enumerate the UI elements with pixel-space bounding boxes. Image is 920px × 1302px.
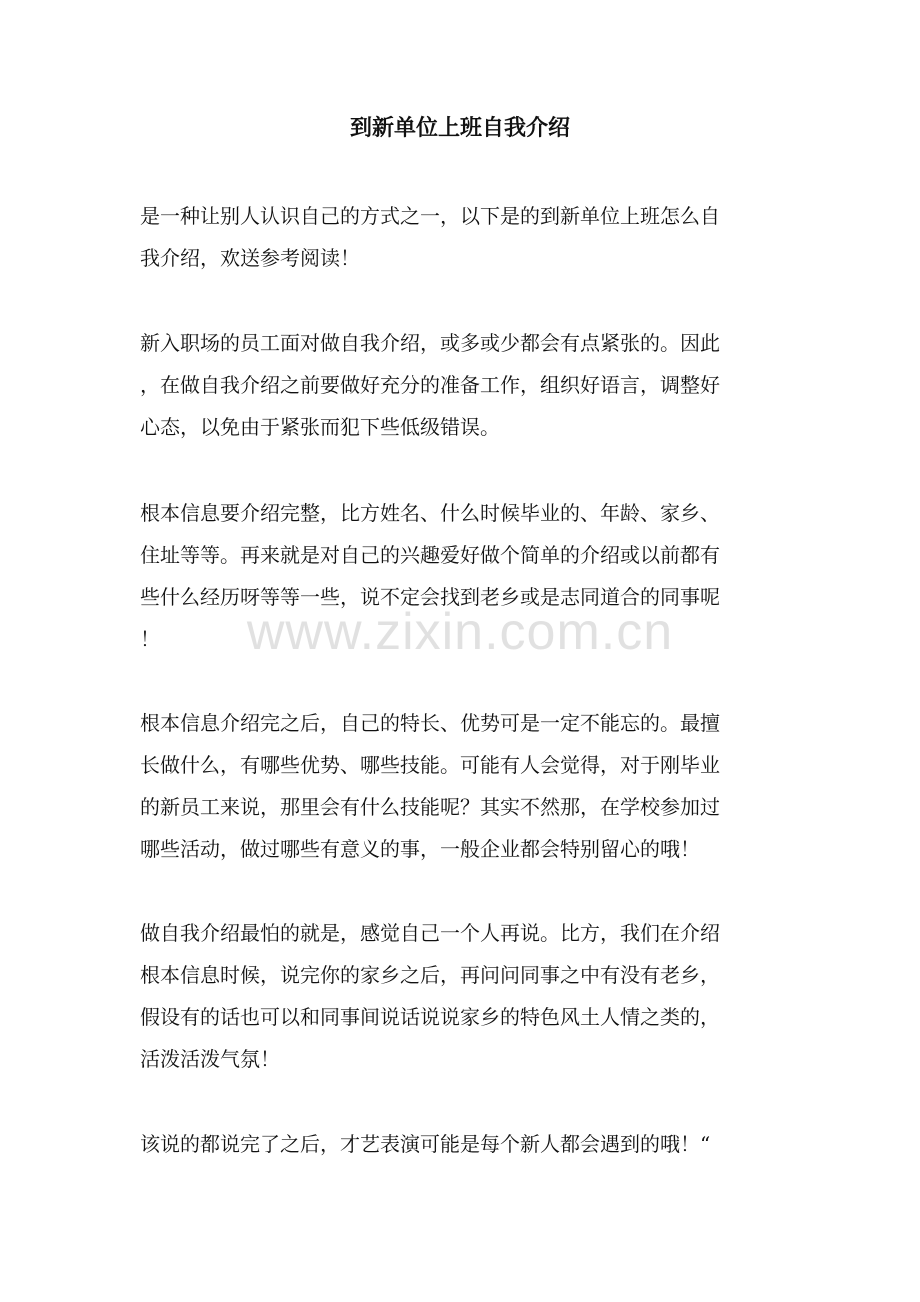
paragraph-3 <box>140 492 780 660</box>
paragraph-4 <box>140 702 780 870</box>
paragraph-line: 住址等等。再来就是对自己的兴趣爱好做个简单的介绍或以前都有 <box>140 543 720 567</box>
paragraph-line: 新入职场的员工面对做自我介绍，或多或少都会有点紧张的。因此 <box>140 331 720 355</box>
paragraph-2 <box>140 322 780 448</box>
paragraph-line: 是一种让别人认识自己的方式之一，以下是的到新单位上班怎么自 <box>140 204 720 228</box>
paragraph-6 <box>140 1123 780 1165</box>
document-title: 到新单位上班自我介绍 <box>349 115 570 141</box>
paragraph-line: 根本信息时候，说完你的家乡之后，再问问同事之中有没有老乡， <box>140 963 720 987</box>
paragraph-line: 根本信息要介绍完整，比方姓名、什么时候毕业的、年龄、家乡、 <box>140 501 720 525</box>
paragraph-line: 该说的都说完了之后，才艺表演可能是每个新人都会遇到的哦！“ <box>140 1132 711 1156</box>
paragraph-line: ，在做自我介绍之前要做好充分的准备工作，组织好语言，调整好 <box>140 373 720 397</box>
paragraph-line: 活泼活泼气氛！ <box>140 1047 280 1071</box>
paragraph-line: 心态，以免由于紧张而犯下些低级错误。 <box>140 415 500 439</box>
paragraph-1 <box>140 195 780 279</box>
paragraph-line: 做自我介绍最怕的就是，感觉自己一个人再说。比方，我们在介绍 <box>140 921 720 945</box>
paragraph-line: 哪些活动，做过哪些有意义的事，一般企业都会特别留心的哦！ <box>140 837 700 861</box>
paragraph-line: ！ <box>140 627 160 651</box>
paragraph-line: 长做什么，有哪些优势、哪些技能。可能有人会觉得，对于刚毕业 <box>140 753 720 777</box>
watermark-text: www.zixin.com.cn <box>246 603 674 661</box>
paragraph-line: 我介绍，欢送参考阅读！ <box>140 246 360 270</box>
paragraph-line: 根本信息介绍完之后，自己的特长、优势可是一定不能忘的。最擅 <box>140 711 720 735</box>
paragraph-line: 的新员工来说，那里会有什么技能呢？其实不然那，在学校参加过 <box>140 795 720 819</box>
paragraph-line: 假设有的话也可以和同事间说话说说家乡的特色风土人情之类的， <box>140 1005 720 1029</box>
paragraph-5 <box>140 912 780 1080</box>
paragraph-line: 些什么经历呀等等一些，说不定会找到老乡或是志同道合的同事呢 <box>140 585 720 609</box>
